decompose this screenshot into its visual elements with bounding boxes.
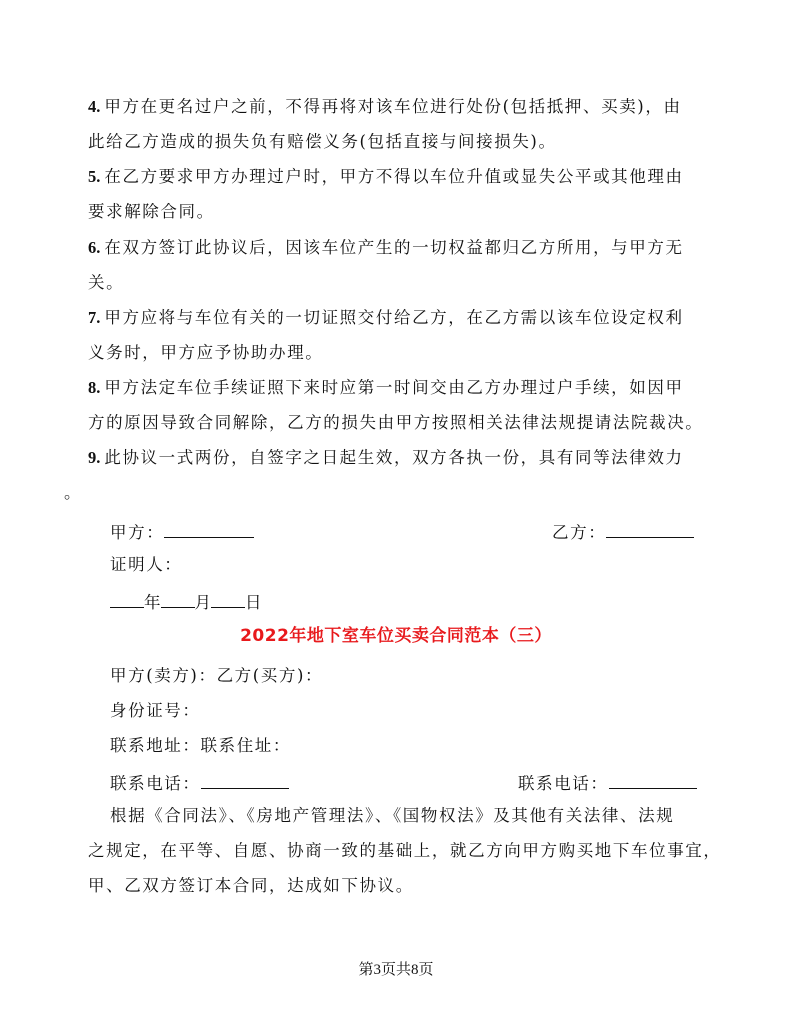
party-b-blank[interactable] bbox=[606, 520, 694, 538]
phone-b-blank[interactable] bbox=[609, 771, 697, 789]
clause-number: 9. bbox=[88, 448, 101, 467]
id-number-field: 身份证号： bbox=[110, 701, 201, 720]
clause-number: 5. bbox=[88, 167, 101, 186]
clause-number: 6. bbox=[88, 238, 101, 257]
clause-text: 甲方应将与车位有关的一切证照交付给乙方，在乙方需以该车位设定权利 bbox=[104, 308, 684, 327]
day-label: 日 bbox=[245, 593, 262, 612]
clause-5-line-1 bbox=[88, 167, 708, 187]
page-footer: 第3页共8页 bbox=[358, 962, 434, 978]
clause-5-line-2: 要求解除合同。 bbox=[88, 202, 215, 221]
year-blank[interactable] bbox=[110, 590, 144, 608]
phone-a-field bbox=[110, 771, 289, 794]
clause-7-line-2: 义务时，甲方应予协助办理。 bbox=[88, 343, 324, 362]
clause-6-line-2: 关。 bbox=[88, 273, 125, 292]
clause-number: 7. bbox=[88, 308, 101, 327]
party-b-signature bbox=[552, 520, 694, 543]
clause-9-line-1 bbox=[88, 448, 708, 468]
section-title: 2022年地下室车位买卖合同范本（三） bbox=[240, 626, 552, 646]
clause-7-line-1 bbox=[88, 308, 708, 328]
clause-number: 4. bbox=[88, 97, 101, 116]
party-b-label: 乙方： bbox=[552, 523, 607, 542]
party-a-label: 甲方： bbox=[110, 523, 165, 542]
month-blank[interactable] bbox=[161, 590, 195, 608]
clause-text: 甲方法定车位手续证照下来时应第一时间交由乙方办理过户手续，如因甲 bbox=[104, 378, 684, 397]
clause-9-line-2: 。 bbox=[64, 483, 83, 502]
intro-line-2: 之规定，在平等、自愿、协商一致的基础上，就乙方向甲方购买地下车位事宜， bbox=[88, 841, 722, 860]
phone-b-field bbox=[518, 771, 697, 794]
clause-text: 甲方在更名过户之前，不得再将对该车位进行处份(包括抵押、买卖)，由 bbox=[104, 97, 682, 116]
intro-line-3: 甲、乙双方签订本合同，达成如下协议。 bbox=[88, 876, 414, 895]
clause-4-line-2: 此给乙方造成的损失负有赔偿义务(包括直接与间接损失)。 bbox=[88, 132, 557, 151]
phone-a-label: 联系电话： bbox=[110, 774, 201, 793]
clause-6-line-1 bbox=[88, 238, 708, 258]
clause-4-line-1 bbox=[88, 97, 708, 117]
day-blank[interactable] bbox=[211, 590, 245, 608]
date-line bbox=[110, 590, 262, 613]
parties-field: 甲方(卖方)：乙方(买方)： bbox=[110, 666, 324, 685]
clause-8-line-1 bbox=[88, 378, 708, 398]
phone-a-blank[interactable] bbox=[201, 771, 289, 789]
party-a-signature bbox=[110, 520, 254, 543]
clause-8-line-2: 方的原因导致合同解除，乙方的损失由甲方按照相关法律法规提请法院裁决。 bbox=[88, 413, 704, 432]
clause-text: 在双方签订此协议后，因该车位产生的一切权益都归乙方所用，与甲方无 bbox=[104, 238, 684, 257]
phone-b-label: 联系电话： bbox=[518, 774, 609, 793]
clause-number: 8. bbox=[88, 378, 101, 397]
address-field: 联系地址：联系住址： bbox=[110, 736, 291, 755]
intro-line-1: 根据《合同法》、《房地产管理法》、《国物权法》及其他有关法律、法规 bbox=[110, 806, 675, 825]
clause-text: 此协议一式两份，自签字之日起生效，双方各执一份，具有同等法律效力 bbox=[104, 448, 684, 467]
month-label: 月 bbox=[194, 593, 211, 612]
clause-text: 在乙方要求甲方办理过户时，甲方不得以车位升值或显失公平或其他理由 bbox=[104, 167, 684, 186]
witness-label: 证明人： bbox=[110, 555, 183, 574]
party-a-blank[interactable] bbox=[164, 520, 254, 538]
year-label: 年 bbox=[144, 593, 161, 612]
